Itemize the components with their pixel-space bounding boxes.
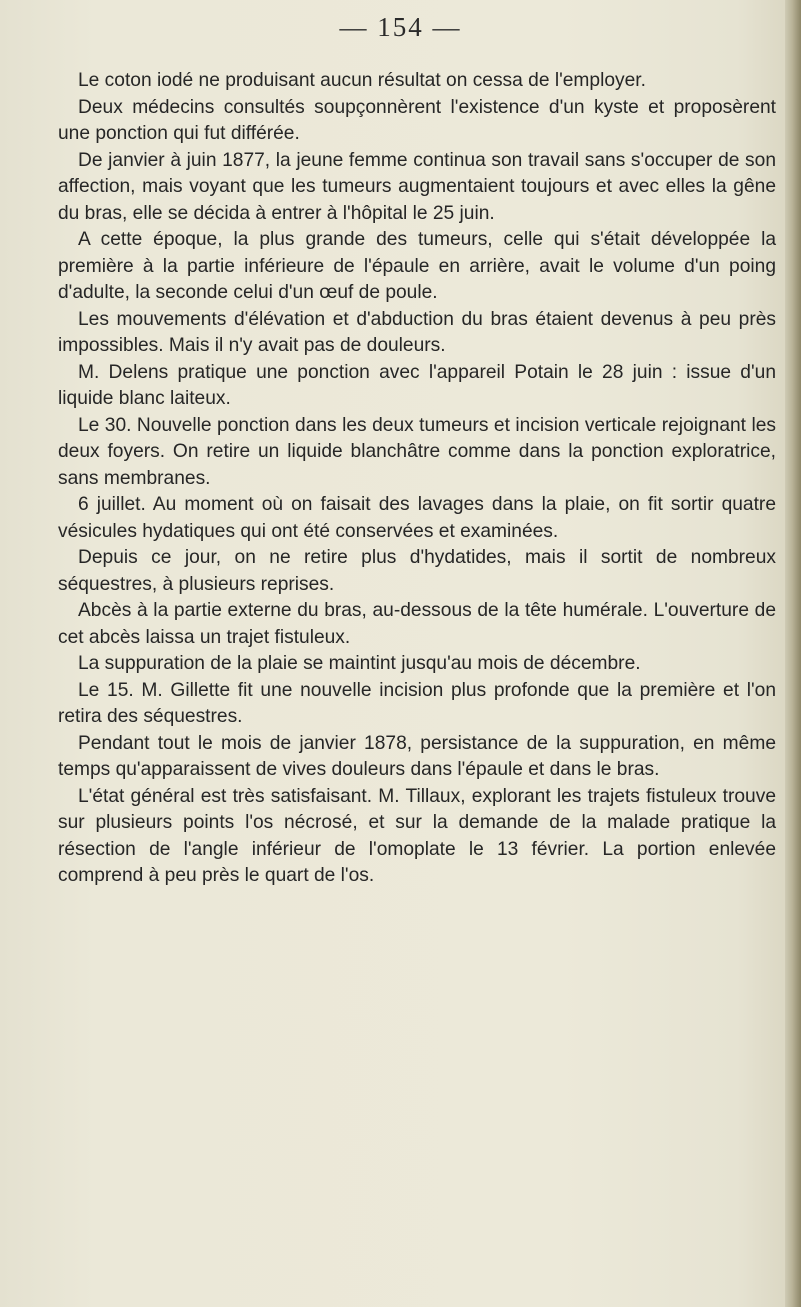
paragraph: De janvier à juin 1877, la jeune femme continua son travail sans s'occuper de son affection, mais voyant que les tumeurs augmentaient toujours et avec elles la gêne du bras, elle se décida à entrer à l'hôpital le 25 juin.: [58, 149, 776, 224]
paragraph: L'état général est très satisfaisant. M. Tillaux, explorant les trajets fistuleux trouve sur plusieurs points l'os nécrosé, et sur la demande de la malade pratique la résection de l'angle inférieur de l'omoplate le 13 février. La portion enlevée comprend à peu près le quart de l'os.: [58, 785, 776, 886]
paragraph: M. Delens pratique une ponction avec l'appareil Potain le 28 juin : issue d'un liquide blanc laiteux.: [58, 361, 776, 409]
paragraph: Depuis ce jour, on ne retire plus d'hydatides, mais il sortit de nombreux séquestres, à plusieurs reprises.: [58, 547, 776, 595]
page-number-header: — 154 —: [339, 12, 462, 42]
paragraph: La suppuration de la plaie se maintint jusqu'au mois de décembre.: [78, 653, 641, 674]
paragraph: 6 juillet. Au moment où on faisait des lavages dans la plaie, on fit sortir quatre vésicules hydatiques qui ont été conservées et examinées.: [58, 494, 776, 542]
body-text: [58, 68, 776, 890]
book-spine-edge: [785, 0, 801, 1307]
paragraph: Deux médecins consultés soupçonnèrent l'existence d'un kyste et proposèrent une ponction qui fut différée.: [58, 96, 776, 144]
paragraph: Les mouvements d'élévation et d'abduction du bras étaient devenus à peu près impossibles. Mais il n'y avait pas de douleurs.: [58, 308, 776, 356]
paragraph: Pendant tout le mois de janvier 1878, persistance de la suppuration, en même temps qu'apparaissent de vives douleurs dans l'épaule et dans le bras.: [58, 732, 776, 780]
paragraph: A cette époque, la plus grande des tumeurs, celle qui s'était développée la première à la partie inférieure de l'épaule en arrière, avait le volume d'un poing d'adulte, la seconde celui d'un œuf de poule.: [58, 229, 776, 303]
paragraph: Le 30. Nouvelle ponction dans les deux tumeurs et incision verticale rejoignant les deux foyers. On retire un liquide blanchâtre comme dans la ponction exploratrice, sans membranes.: [58, 414, 776, 489]
paragraph: Abcès à la partie externe du bras, au-dessous de la tête humérale. L'ouverture de cet abcès laissa un trajet fistuleux.: [58, 600, 776, 648]
paragraph: Le coton iodé ne produisant aucun résultat on cessa de l'employer.: [78, 70, 646, 91]
paragraph: Le 15. M. Gillette fit une nouvelle incision plus profonde que la première et l'on retira des séquestres.: [58, 679, 776, 727]
